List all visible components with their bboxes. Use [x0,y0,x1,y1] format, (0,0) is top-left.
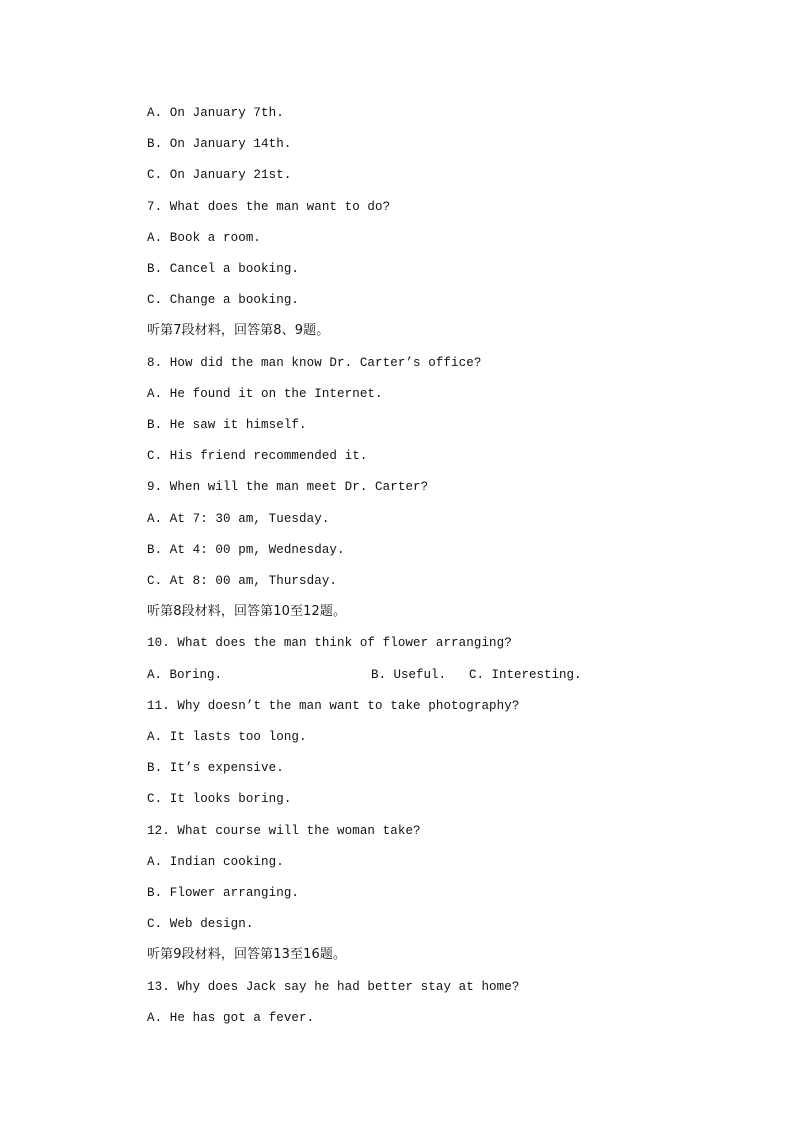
text-line: C. At 8: 00 am, Thursday. [147,574,338,588]
text-line: A. Indian cooking. [147,855,284,869]
text-line: B. On January 14th. [147,137,292,151]
text-line: A. On January 7th. [147,106,284,120]
text-line: A. At 7: 30 am, Tuesday. [147,512,330,526]
text-line: A. He found it on the Internet. [147,387,383,401]
text-line: C. His friend recommended it. [147,449,368,463]
section-heading: 听第8段材料，回答第10至12题。 [147,604,347,619]
text-line: 11. Why doesn’t the man want to take photography? [147,699,520,713]
text-line: B. Flower arranging. [147,886,300,900]
section-heading: 听第7段材料，回答第8、9题。 [147,323,330,338]
text-line: C. On January 21st. [147,168,292,182]
text-line: 12. What course will the woman take? [147,824,421,838]
text-line: A. Book a room. [147,231,262,245]
text-line: B. It’s expensive. [147,761,284,775]
text-line: A. He has got a fever. [147,1011,315,1025]
section-heading: 听第9段材料，回答第13至16题。 [147,947,347,962]
text-line: C. Web design. [147,917,254,931]
option-b: B. Useful. [371,668,447,682]
text-line: C. It looks boring. [147,792,292,806]
text-line: A. It lasts too long. [147,730,307,744]
text-line: C. Change a booking. [147,293,300,307]
text-line: B. He saw it himself. [147,418,307,432]
text-line: 13. Why does Jack say he had better stay at home? [147,980,520,994]
text-line: 9. When will the man meet Dr. Carter? [147,480,429,494]
option-c: C. Interesting. [469,668,582,682]
text-line: 7. What does the man want to do? [147,200,391,214]
option-a: A. Boring. [147,668,223,682]
text-line: 8. How did the man know Dr. Carter’s office? [147,356,482,370]
text-line: 10. What does the man think of flower arranging? [147,636,512,650]
text-line: B. At 4: 00 pm, Wednesday. [147,543,345,557]
text-line: B. Cancel a booking. [147,262,300,276]
